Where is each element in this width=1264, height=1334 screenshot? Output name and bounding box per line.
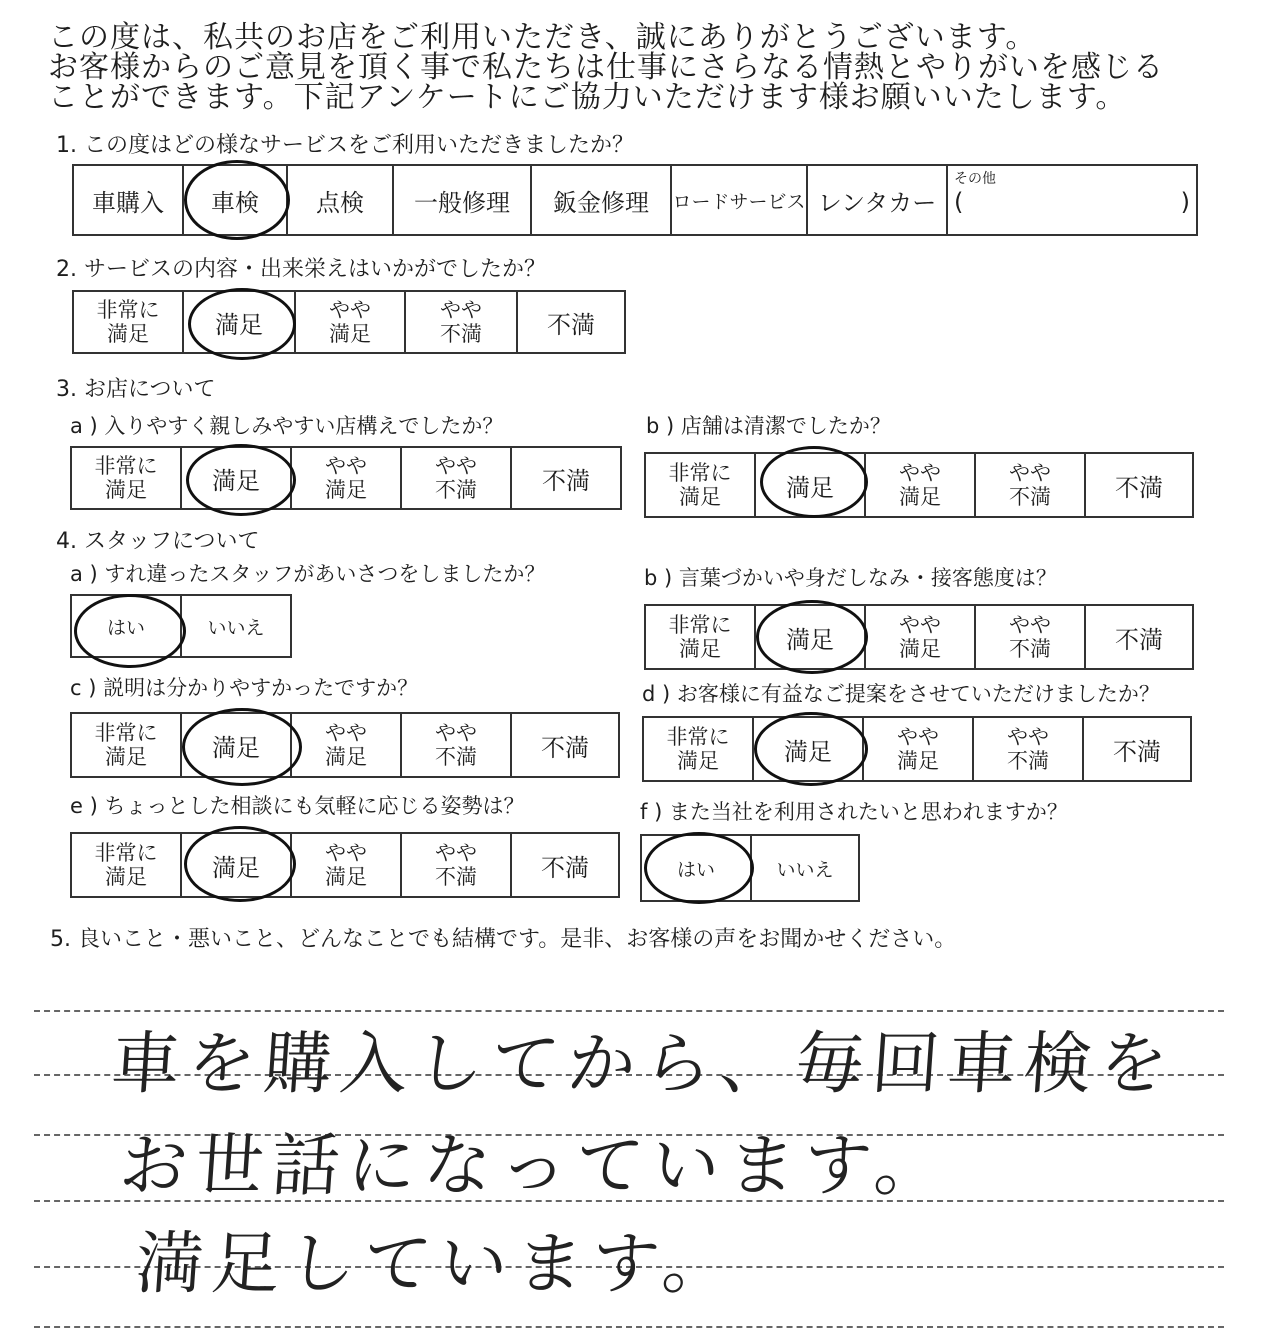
other-label: その他: [954, 171, 996, 187]
q4c-title: c ) 説明は分かりやすかったですか？: [70, 676, 419, 700]
q4a-title: a ) すれ違ったスタッフがあいさつをしましたか？: [70, 562, 546, 586]
paren-close: ): [1180, 188, 1190, 216]
q4d-dissatisfied[interactable]: 不満: [1113, 737, 1161, 766]
other-input[interactable]: [954, 188, 1190, 216]
intro-text: [48, 20, 1164, 115]
q4c-very-satisfied[interactable]: 非常に 満足: [72, 714, 182, 776]
q4c-somewhat-dissatisfied[interactable]: やや 不満: [402, 714, 512, 776]
q4e-title: e ) ちょっとした相談にも気軽に応じる姿勢は？: [70, 794, 525, 818]
q3b-satisfied[interactable]: 満足: [756, 454, 866, 516]
q4c-somewhat-satisfied[interactable]: やや 満足: [292, 714, 402, 776]
q4e-very-satisfied[interactable]: 非常に 満足: [72, 834, 182, 896]
q4b-options: [644, 604, 1194, 670]
q3a-options: [70, 446, 622, 510]
q4e-satisfied[interactable]: 満足: [182, 834, 292, 896]
writing-line: [34, 1326, 1224, 1328]
q1-title: 1. この度はどの様なサービスをご利用いただきましたか？: [56, 133, 634, 158]
handwritten-line-2: お世話になっています。: [116, 1127, 953, 1206]
intro-line-3: ことができます。下記アンケートにご協力いただけます様お願いいたします。: [48, 80, 1127, 115]
q4e-somewhat-dissatisfied[interactable]: やや 不満: [402, 834, 512, 896]
q1-option-road-service[interactable]: ロードサービス: [672, 166, 808, 234]
q2-satisfied[interactable]: 満足: [184, 292, 296, 352]
handwritten-line-3: 満足しています。: [132, 1225, 741, 1304]
q4c-satisfied[interactable]: 満足: [182, 714, 292, 776]
q4c-dissatisfied[interactable]: 不満: [541, 733, 589, 762]
q4d-somewhat-dissatisfied[interactable]: やや 不満: [974, 718, 1084, 780]
q3b-somewhat-satisfied[interactable]: やや 満足: [866, 454, 976, 516]
intro-line-2: お客様からのご意見を頂く事で私たちは仕事にさらなる情熱とやりがいを感じる: [48, 50, 1164, 85]
q4e-options: [70, 832, 620, 898]
q1-option-car-purchase[interactable]: 車購入: [74, 166, 184, 234]
q4b-title: b ) 言葉づかいや身だしなみ・接客態度は？: [644, 566, 1057, 590]
q1-option-inspection[interactable]: 車検: [184, 166, 288, 234]
q4c-options: [70, 712, 620, 778]
q4d-satisfied[interactable]: 満足: [754, 718, 864, 780]
q4b-satisfied[interactable]: 満足: [756, 606, 866, 668]
q4-title: 4. スタッフについて: [56, 529, 260, 554]
q1-option-check[interactable]: 点検: [288, 166, 394, 234]
q3-title: 3. お店について: [56, 377, 216, 402]
q2-title: 2. サービスの内容・出来栄えはいかがでしたか？: [56, 257, 546, 282]
intro-line-1: この度は、私共のお店をご利用いただき、誠にありがとうございます。: [48, 20, 1037, 55]
q4d-title: d ) お客様に有益なご提案をさせていただけましたか？: [642, 682, 1160, 706]
q1-option-sheet-metal[interactable]: 鈑金修理: [532, 166, 672, 234]
q3a-dissatisfied[interactable]: 不満: [542, 466, 590, 495]
q3b-very-satisfied[interactable]: 非常に 満足: [646, 454, 756, 516]
q3a-somewhat-satisfied[interactable]: やや 満足: [292, 448, 402, 508]
q4f-yes[interactable]: はい: [642, 836, 752, 900]
q2-dissatisfied[interactable]: 不満: [547, 310, 595, 339]
q4a-options: [70, 594, 292, 658]
q3a-title: a ) 入りやすく親しみやすい店構えでしたか？: [70, 414, 504, 438]
q3b-dissatisfied[interactable]: 不満: [1115, 473, 1163, 502]
q4e-dissatisfied[interactable]: 不満: [541, 853, 589, 882]
q2-somewhat-dissatisfied[interactable]: やや 不満: [406, 292, 518, 352]
q2-somewhat-satisfied[interactable]: やや 満足: [296, 292, 406, 352]
q4b-somewhat-dissatisfied[interactable]: やや 不満: [976, 606, 1086, 668]
q3b-somewhat-dissatisfied[interactable]: やや 不満: [976, 454, 1086, 516]
q4d-somewhat-satisfied[interactable]: やや 満足: [864, 718, 974, 780]
q2-options: [72, 290, 626, 354]
q4f-options: [640, 834, 860, 902]
q4b-very-satisfied[interactable]: 非常に 満足: [646, 606, 756, 668]
q4f-title: f ) また当社を利用されたいと思われますか？: [640, 800, 1068, 824]
q4d-options: [642, 716, 1192, 782]
paren-open: (: [954, 188, 964, 216]
q3a-somewhat-dissatisfied[interactable]: やや 不満: [402, 448, 512, 508]
q4a-no[interactable]: いいえ: [207, 616, 265, 639]
q4d-very-satisfied[interactable]: 非常に 満足: [644, 718, 754, 780]
q1-options: [72, 164, 1198, 236]
q4a-yes[interactable]: はい: [72, 596, 182, 656]
q3b-options: [644, 452, 1194, 518]
q4e-somewhat-satisfied[interactable]: やや 満足: [292, 834, 402, 896]
q1-option-other[interactable]: [948, 166, 1196, 234]
q4b-dissatisfied[interactable]: 不満: [1115, 625, 1163, 654]
handwritten-line-1: 車を購入してから、毎回車検を: [108, 1025, 1179, 1104]
q3b-title: b ) 店舗は清潔でしたか？: [646, 414, 891, 438]
q5-title: 5. 良いこと・悪いこと、どんなことでも結構です。是非、お客様の声をお聞かせください。: [50, 927, 957, 952]
q4f-no[interactable]: いいえ: [776, 858, 834, 881]
q4b-somewhat-satisfied[interactable]: やや 満足: [866, 606, 976, 668]
q2-very-satisfied[interactable]: 非常に 満足: [74, 292, 184, 352]
q1-option-general-repair[interactable]: 一般修理: [394, 166, 532, 234]
q3a-very-satisfied[interactable]: 非常に 満足: [72, 448, 182, 508]
q1-option-rental[interactable]: レンタカー: [808, 166, 948, 234]
q3a-satisfied[interactable]: 満足: [182, 448, 292, 508]
